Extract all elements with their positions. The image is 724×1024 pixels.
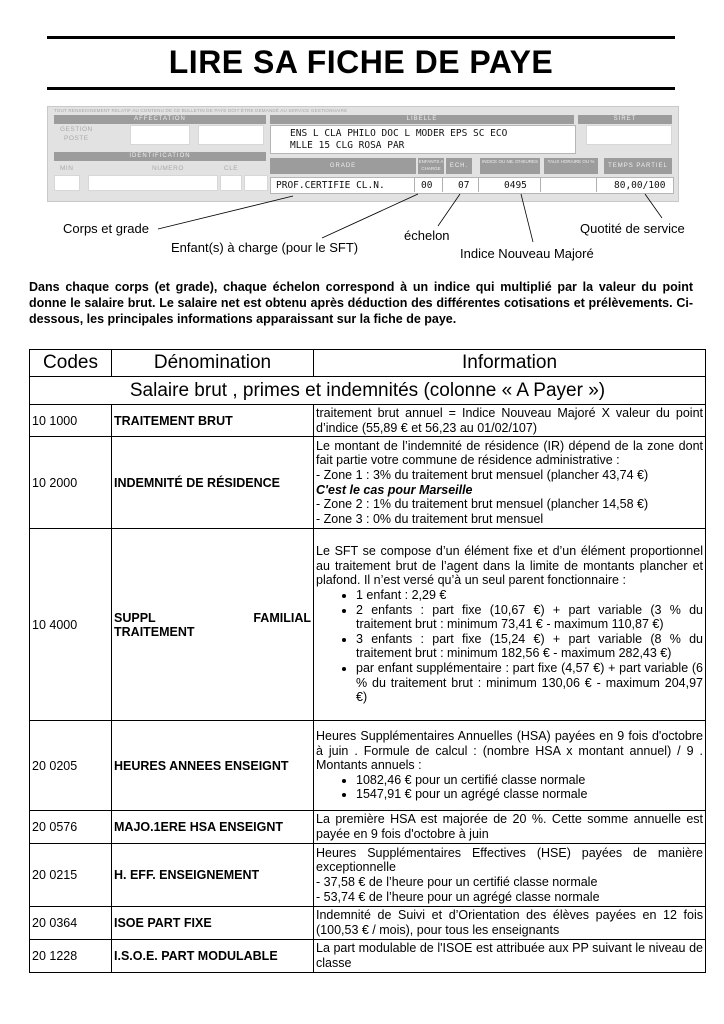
table-row bbox=[30, 405, 706, 437]
row-denomination: INDEMNITÉ DE RÉSIDENCE bbox=[112, 437, 314, 529]
scan-numero-label: NUMERO bbox=[152, 165, 184, 172]
row-code: 10 2000 bbox=[30, 437, 112, 529]
row-denomination: HEURES ANNEES ENSEIGNT bbox=[112, 721, 314, 811]
list-item: • 1 enfant : 2,29 € bbox=[356, 588, 703, 603]
info-line-emphasis: C'est le cas pour Marseille bbox=[316, 482, 473, 497]
row-information bbox=[314, 721, 706, 811]
info-line: - Zone 1 : 3% du traitement brut mensuel (plancher 43,74 €) bbox=[316, 467, 649, 482]
info-line: - Zone 3 : 0% du traitement brut mensuel bbox=[316, 511, 544, 526]
bullet-list bbox=[316, 773, 703, 802]
scan-ech-header: ECH. bbox=[446, 158, 472, 174]
scan-libelle-header: LIBELLE bbox=[270, 115, 574, 124]
table-row bbox=[30, 811, 706, 844]
info-line: Le montant de l’indemnité de résidence (IR) dépend de la zone dont fait partie votre commune de résidence administrative : bbox=[316, 438, 703, 468]
scan-gestion-label: GESTION bbox=[60, 126, 93, 133]
scan-cle-label: CLE bbox=[224, 165, 239, 172]
table-row bbox=[30, 907, 706, 940]
list-item: • par enfant supplémentaire : part fixe (4,57 €) + part variable (6 % du traitement brut : minimum 130,06 € - maximum 204,97 €) bbox=[356, 661, 703, 705]
scan-indice-value: 0495 bbox=[504, 180, 527, 191]
row-code: 20 0364 bbox=[30, 907, 112, 940]
scan-ech-value: 07 bbox=[458, 180, 470, 191]
denomination-line: TRAITEMENT bbox=[114, 624, 195, 639]
list-item: • 1547,91 € pour un agrégé classe normale bbox=[356, 787, 703, 802]
callout-corps-grade: Corps et grade bbox=[63, 221, 149, 236]
table-row bbox=[30, 437, 706, 529]
header-information: Information bbox=[314, 350, 706, 377]
row-information bbox=[314, 844, 706, 907]
scan-libelle-line2: MLLE 15 CLG ROSA PAR bbox=[290, 140, 405, 151]
scan-poste-label: POSTE bbox=[64, 135, 89, 142]
scan-identification-header: IDENTIFICATION bbox=[54, 152, 266, 161]
info-line: - 37,58 € de l’heure pour un certifié classe normale bbox=[316, 875, 598, 889]
scan-libelle-line1: ENS L CLA PHILO DOC L MODER EPS SC ECO bbox=[290, 128, 508, 139]
denomination-line bbox=[114, 611, 311, 625]
scan-header-note: TOUT RENSEIGNEMENT RELATIF AU CONTENU DE CE BULLETIN DE PAYE DOIT ÊTRE DEMANDÉ AU SERVICE GESTIONNAIRE bbox=[54, 108, 348, 113]
section-title: Salaire brut , primes et indemnités (colonne « A Payer ») bbox=[30, 377, 706, 405]
scan-indice-header: INDICE OU NB. D'HEURES bbox=[480, 158, 540, 174]
callout-indice: Indice Nouveau Majoré bbox=[460, 246, 594, 261]
info-line: Heures Supplémentaires Effectives (HSE) payées de manière exceptionnelle bbox=[316, 845, 703, 875]
row-code: 10 4000 bbox=[30, 529, 112, 721]
row-code: 20 0576 bbox=[30, 811, 112, 844]
row-information bbox=[314, 405, 706, 437]
table-row bbox=[30, 529, 706, 721]
table-row bbox=[30, 721, 706, 811]
callout-line-quotite bbox=[645, 194, 662, 218]
pay-codes-table bbox=[29, 349, 706, 973]
page-title: LIRE SA FICHE DE PAYE bbox=[168, 44, 554, 80]
row-code: 10 1000 bbox=[30, 405, 112, 437]
scan-taux-header: TAUX HORAIRE OU % bbox=[544, 158, 598, 174]
scan-grade-header: GRADE bbox=[270, 158, 416, 174]
row-denomination: TRAITEMENT BRUT bbox=[112, 405, 314, 437]
info-line: La part modulable de l'ISOE est attribuée aux PP suivant le niveau de classe bbox=[316, 941, 703, 970]
callout-enfants: Enfant(s) à charge (pour le SFT) bbox=[171, 240, 359, 255]
row-code: 20 0205 bbox=[30, 721, 112, 811]
scan-grade-value: PROF.CERTIFIE CL.N. bbox=[276, 180, 385, 191]
row-code: 20 0215 bbox=[30, 844, 112, 907]
callout-line-echelon bbox=[438, 194, 460, 226]
callout-lines bbox=[0, 0, 724, 280]
scan-temps-header: TEMPS PARTIEL bbox=[604, 158, 672, 174]
list-item: • 1082,46 € pour un certifié classe normale bbox=[356, 773, 703, 788]
table-row bbox=[30, 940, 706, 973]
info-line: Indemnité de Suivi et d’Orientation des élèves payées en 12 fois (100,53 € / mois), pour tous les enseignants bbox=[316, 908, 703, 937]
callout-echelon: échelon bbox=[404, 228, 450, 243]
list-item: • 3 enfants : part fixe (15,24 €) + part variable (8 % du traitement brut : minimum 182,56 € - maximum 282,43 €) bbox=[356, 632, 703, 661]
intro-paragraph: Dans chaque corps (et grade), chaque échelon correspond à un indice qui multiplié par la valeur du point donne le salaire brut. Le salaire net est obtenu après déduction des différentes cotisations et prélèvements. Ci-dessous, les principales informations apparaissant sur la fiche de paye. bbox=[29, 280, 693, 326]
row-information bbox=[314, 437, 706, 529]
bullet-list bbox=[316, 588, 703, 705]
header-codes: Codes bbox=[30, 350, 112, 377]
scan-affectation-header: AFFECTATION bbox=[54, 115, 266, 124]
callout-quotite: Quotité de service bbox=[580, 221, 685, 236]
denomination-word: FAMILIAL bbox=[253, 610, 311, 625]
denomination-word: SUPPL bbox=[114, 610, 156, 625]
scan-siret-header: SIRET bbox=[578, 115, 672, 124]
row-information bbox=[314, 529, 706, 721]
info-line: traitement brut annuel = Indice Nouveau Majoré X valeur du point d’indice (55,89 € et 56,23 au 01/02/107) bbox=[316, 405, 703, 435]
info-intro: Le SFT se compose d’un élément fixe et d’un élément proportionnel au traitement brut de l’agent dans la limite de montants plancher et plafond. Il n’est versé qu’à un seul parent fonctionnaire : bbox=[316, 544, 703, 588]
table-header-row bbox=[30, 350, 706, 377]
list-item: • 2 enfants : part fixe (10,67 €) + part variable (3 % du traitement brut : minimum 73,41 € - maximum 110,87 €) bbox=[356, 603, 703, 632]
row-denomination bbox=[112, 529, 314, 721]
row-information bbox=[314, 907, 706, 940]
info-intro: Heures Supplémentaires Annuelles (HSA) payées en 9 fois d'octobre à juin . Formule de calcul : (nombre HSA x montant annuel) / 9 . Montants annuels : bbox=[316, 729, 703, 773]
info-line: La première HSA est majorée de 20 %. Cette somme annuelle est payée en 9 fois d'octobre à juin bbox=[316, 812, 703, 841]
info-line: - 53,74 € de l’heure pour un agrégé classe normale bbox=[316, 889, 600, 904]
scan-min-label: MIN bbox=[60, 165, 74, 172]
scan-enfants-value: 00 bbox=[421, 180, 433, 191]
section-row bbox=[30, 377, 706, 405]
row-information bbox=[314, 940, 706, 973]
row-information bbox=[314, 811, 706, 844]
scan-enfants-header: ENFANTS A CHARGE bbox=[418, 158, 444, 174]
row-code: 20 1228 bbox=[30, 940, 112, 973]
row-denomination: MAJO.1ERE HSA ENSEIGNT bbox=[112, 811, 314, 844]
header-denomination: Dénomination bbox=[112, 350, 314, 377]
scan-temps-value: 80,00/100 bbox=[614, 180, 666, 191]
callout-line-indice bbox=[521, 194, 533, 242]
callout-line-corps bbox=[158, 196, 293, 229]
info-line: - Zone 2 : 1% du traitement brut mensuel (plancher 14,58 €) bbox=[316, 497, 649, 512]
table-row bbox=[30, 844, 706, 907]
row-denomination: I.S.O.E. PART MODULABLE bbox=[112, 940, 314, 973]
row-denomination: H. EFF. ENSEIGNEMENT bbox=[112, 844, 314, 907]
row-denomination: ISOE PART FIXE bbox=[112, 907, 314, 940]
